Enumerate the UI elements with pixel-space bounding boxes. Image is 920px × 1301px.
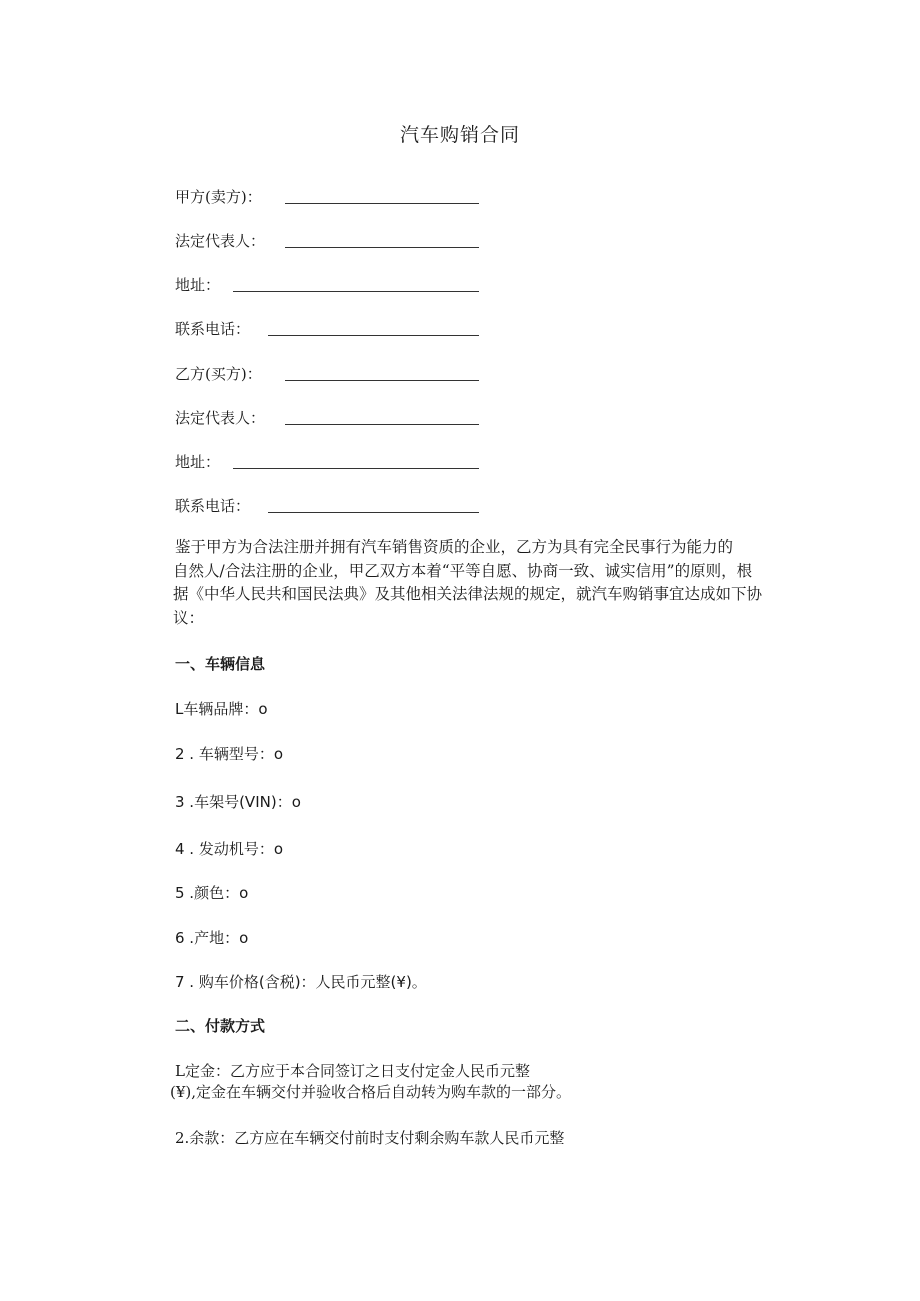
engine-number-item: 4 . 发动机号：o [175, 840, 284, 858]
section-payment-heading: 二、付款方式 [175, 1017, 266, 1035]
document-title: 汽车购销合同 [399, 124, 520, 146]
buyer-blank[interactable] [285, 380, 479, 381]
preamble-line-2: 自然人/合法注册的企业，甲乙双方本着“平等自愿、协商一致、诚实信用”的原则，根 [173, 561, 753, 580]
deposit-line-2: (¥),定金在车辆交付并验收合格后自动转为购车款的一部分。 [170, 1083, 572, 1101]
buyer-phone-blank[interactable] [268, 512, 479, 513]
seller-address-label: 地址： [175, 276, 221, 294]
seller-blank[interactable] [285, 203, 479, 204]
section-vehicle-info-heading: 一、车辆信息 [175, 655, 266, 673]
preamble-line-3: 据《中华人民共和国民法典》及其他相关法律法规的规定，就汽车购销事宜达成如下协 [173, 585, 763, 603]
vehicle-origin-item: 6 .产地：o [175, 929, 249, 947]
vehicle-price-item: 7 . 购车价格(含税)：人民币元整(¥)。 [175, 973, 427, 991]
seller-phone-blank[interactable] [268, 335, 479, 336]
preamble-paragraph [175, 536, 787, 630]
buyer-label: 乙方(买方)： [175, 365, 262, 383]
seller-phone-label: 联系电话： [175, 320, 251, 338]
buyer-representative-label: 法定代表人： [175, 409, 266, 427]
buyer-address-label: 地址： [175, 453, 221, 471]
seller-representative-label: 法定代表人： [175, 232, 266, 250]
balance-payment-line: 2.余款：乙方应在车辆交付前时支付剩余购车款人民币元整 [175, 1129, 565, 1147]
vehicle-brand-item: L车辆品牌：o [175, 700, 268, 718]
vehicle-model-item: 2 . 车辆型号：o [175, 745, 284, 763]
vehicle-color-item: 5 .颜色：o [175, 884, 249, 902]
buyer-representative-blank[interactable] [285, 424, 479, 425]
preamble-line-4: 议： [173, 608, 205, 627]
seller-label: 甲方(卖方)： [175, 188, 262, 206]
buyer-phone-label: 联系电话： [175, 497, 251, 515]
seller-address-blank[interactable] [233, 291, 479, 292]
vehicle-vin-item: 3 .车架号(VIN)：o [175, 793, 301, 811]
seller-representative-blank[interactable] [285, 247, 479, 248]
preamble-line-1: 鉴于甲方为合法注册并拥有汽车销售资质的企业，乙方为具有完全民事行为能力的 [175, 538, 734, 556]
buyer-address-blank[interactable] [233, 468, 479, 469]
deposit-line-1: L定金：乙方应于本合同签订之日支付定金人民币元整 [175, 1062, 530, 1080]
